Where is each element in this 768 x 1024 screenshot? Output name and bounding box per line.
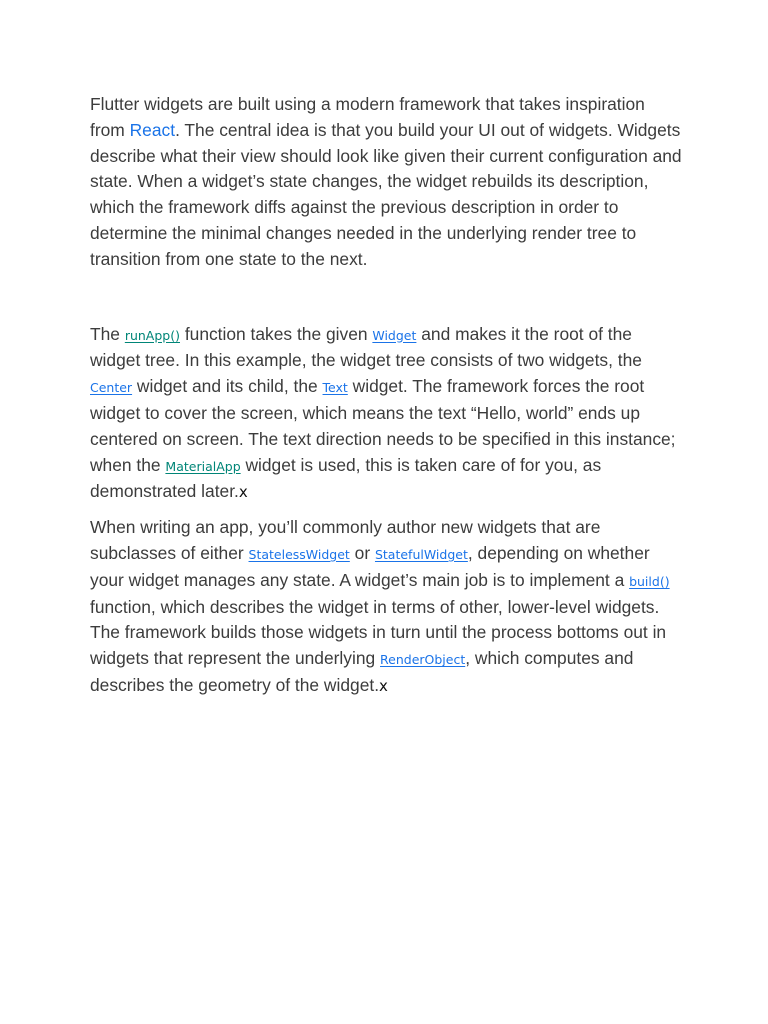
document-page [90, 92, 682, 700]
paragraph-runapp-text-2: function takes the given [179, 323, 373, 344]
paragraph-widgets-text-3: , depending on whether your widget manages any state. A widget’s main job is to implement a [90, 542, 650, 590]
statelesswidget-link[interactable]: StatelessWidget [248, 546, 350, 562]
paragraph-widgets-text-5: , which computes and describes the geometry of the widget. [90, 648, 634, 695]
paragraph-runapp-text-5: widget. The framework forces the root widget to cover the screen, which means the text “Hello, world” ends up centered on screen. The text direction needs to be specified in this instance; when the [90, 376, 676, 475]
renderobject-link[interactable]: RenderObject [380, 652, 466, 668]
paragraph-widgets-text-2: or [349, 542, 375, 563]
paragraph-runapp-text-3: and makes it the root of the widget tree. In this example, the widget tree consists of two widgets, the [90, 323, 642, 371]
runapp-link[interactable]: runApp() [124, 327, 180, 343]
build-link[interactable]: build() [629, 573, 670, 589]
paragraph-intro-text-1: Flutter widgets are built using a modern framework that takes inspiration from [90, 94, 645, 140]
paragraph-intro-text-2: . The central idea is that you build your UI out of widgets. Widgets describe what their view should look like given their current configuration and state. When a widget’s state changes, the widget rebuilds its description, which the framework diffs against the previous description in order to determine the minimal changes needed in the underlying render tree to transition from one state to the next. [90, 119, 682, 269]
paragraph-runapp-text-4: widget and its child, the [132, 376, 323, 397]
widget-link[interactable]: Widget [372, 327, 417, 343]
paragraph-intro [90, 92, 682, 273]
react-link[interactable]: React [129, 119, 176, 140]
paragraph-runapp [90, 322, 682, 507]
materialapp-link[interactable]: MaterialApp [165, 458, 241, 474]
statefulwidget-link[interactable]: StatefulWidget [374, 546, 468, 562]
paragraph-runapp-text-1: The [90, 323, 125, 344]
x-mark: x [379, 676, 388, 695]
paragraph-widgets [90, 515, 682, 700]
center-link[interactable]: Center [90, 380, 133, 396]
paragraph-runapp-text-6: widget is used, this is taken care of for you, as demonstrated later. [90, 454, 602, 502]
text-link[interactable]: Text [322, 380, 348, 396]
x-mark: x [238, 483, 248, 502]
paragraph-widgets-text-1: When writing an app, you’ll commonly author new widgets that are subclasses of either [90, 517, 601, 563]
paragraph-widgets-text-4: function, which describes the widget in terms of other, lower-level widgets. The framework builds those widgets in turn until the process bottoms out in widgets that represent the underlying [90, 596, 667, 669]
